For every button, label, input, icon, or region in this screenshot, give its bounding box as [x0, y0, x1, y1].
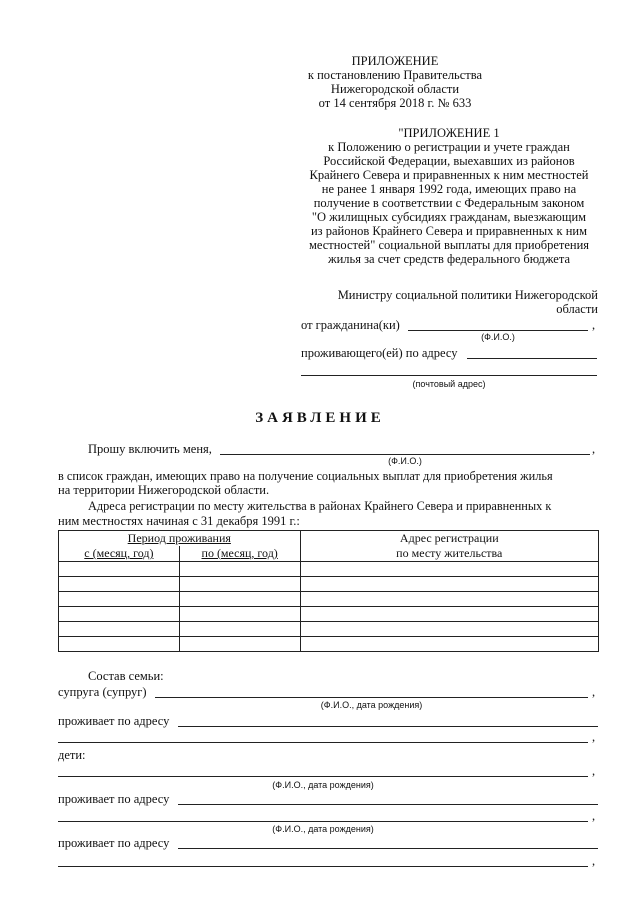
- from-fio-caption: (Ф.И.О.): [481, 332, 515, 342]
- residing-address-field[interactable]: [467, 358, 597, 359]
- address-cell[interactable]: [300, 562, 598, 577]
- table-row: [59, 577, 599, 592]
- child2-field[interactable]: [58, 821, 588, 822]
- applicant-name-field[interactable]: [220, 454, 590, 455]
- spouse-address-field-2[interactable]: [58, 742, 588, 743]
- spouse-field[interactable]: [155, 697, 588, 698]
- address-header-line1: Адрес регистрации: [399, 531, 499, 545]
- family-heading: Состав семьи:: [88, 669, 164, 683]
- child2-address-field-2[interactable]: [58, 866, 588, 867]
- appendix-title: ПРИЛОЖЕНИЕ: [351, 54, 439, 68]
- appendix1-line: жилья за счет средств федерального бюджета: [327, 252, 571, 266]
- residence-periods-table: [58, 530, 599, 652]
- request-line3: на территории Нижегородской области.: [58, 483, 270, 497]
- request-line2: в список граждан, имеющих право на получение социальных выплат для приобретения жилья: [58, 469, 553, 483]
- addresses-line1: Адреса регистрации по месту жительства в районах Крайнего Севера и приравненных к: [88, 499, 552, 513]
- addressee-line2: области: [556, 302, 598, 316]
- request-comma: ,: [592, 442, 596, 456]
- spouse-caption: (Ф.И.О., дата рождения): [320, 700, 423, 710]
- appendix-line1: к постановлению Правительства: [307, 68, 483, 82]
- to-cell[interactable]: [179, 607, 300, 622]
- child2-address-field[interactable]: [178, 848, 598, 849]
- appendix1-block: [296, 126, 602, 266]
- table-row: [59, 637, 599, 652]
- from-cell[interactable]: [59, 607, 180, 622]
- postal-caption: (почтовый адрес): [412, 379, 486, 389]
- table-row: [59, 562, 599, 577]
- address-cell[interactable]: [300, 637, 598, 652]
- appendix1-line: не ранее 1 января 1992 года, имеющих право на: [321, 182, 577, 196]
- to-cell[interactable]: [179, 562, 300, 577]
- child1-comma: ,: [592, 764, 596, 778]
- address-cell[interactable]: [300, 607, 598, 622]
- address-cell[interactable]: [300, 577, 598, 592]
- table-row: [59, 592, 599, 607]
- to-cell[interactable]: [179, 637, 300, 652]
- spouse-address-field[interactable]: [178, 726, 598, 727]
- table-row: [59, 622, 599, 637]
- from-cell[interactable]: [59, 637, 180, 652]
- address-cell[interactable]: [300, 622, 598, 637]
- from-cell[interactable]: [59, 577, 180, 592]
- spouse-label: супруга (супруг): [58, 685, 147, 699]
- to-cell[interactable]: [179, 577, 300, 592]
- table-header-row: [59, 531, 599, 547]
- address-cell[interactable]: [300, 592, 598, 607]
- to-cell[interactable]: [179, 592, 300, 607]
- appendix1-title: "ПРИЛОЖЕНИЕ 1: [398, 126, 500, 140]
- appendix1-line: "О жилищных субсидиях гражданам, выезжающим: [311, 210, 587, 224]
- addresses-line2: ним местностях начиная с 31 декабря 1991 г.:: [58, 514, 300, 528]
- spouse-comma: ,: [592, 685, 596, 699]
- address-header-line2: по месту жительства: [396, 546, 503, 560]
- appendix-line3: от 14 сентября 2018 г. № 633: [318, 96, 472, 110]
- from-cell[interactable]: [59, 592, 180, 607]
- appendix-line2: Нижегородской области: [330, 82, 460, 96]
- from-label: от гражданина(ки): [301, 318, 400, 332]
- from-cell[interactable]: [59, 622, 180, 637]
- child1-caption: (Ф.И.О., дата рождения): [272, 780, 374, 790]
- period-header: Период проживания: [59, 531, 301, 547]
- from-name-field[interactable]: [408, 330, 588, 331]
- address-header: [300, 531, 598, 562]
- appendix1-line: из районов Крайнего Севера и приравненных к ним: [310, 224, 588, 238]
- from-comma: ,: [592, 318, 596, 332]
- spouse-lives-label: проживает по адресу: [58, 714, 170, 728]
- document-heading: ЗАЯВЛЕНИЕ: [255, 410, 385, 426]
- spouse-address-comma: ,: [592, 730, 596, 744]
- from-header: с (месяц, год): [59, 546, 180, 562]
- child2-address-comma: ,: [592, 854, 596, 868]
- appendix1-line: получение в соответствии с Федеральным законом: [313, 196, 585, 210]
- appendix-block: [300, 54, 490, 110]
- child2-caption: (Ф.И.О., дата рождения): [272, 824, 374, 834]
- to-cell[interactable]: [179, 622, 300, 637]
- request-fio-caption: (Ф.И.О.): [388, 456, 422, 466]
- child2-lives-label: проживает по адресу: [58, 836, 170, 850]
- postal-address-field[interactable]: [301, 375, 597, 376]
- addressee-line1: Министру социальной политики Нижегородской: [337, 288, 598, 302]
- request-lead: Прошу включить меня,: [88, 442, 212, 456]
- child1-lives-label: проживает по адресу: [58, 792, 170, 806]
- from-cell[interactable]: [59, 562, 180, 577]
- child2-comma: ,: [592, 809, 596, 823]
- child1-field[interactable]: [58, 776, 588, 777]
- appendix1-line: к Положению о регистрации и учете граждан: [328, 140, 570, 154]
- to-header: по (месяц, год): [179, 546, 300, 562]
- residing-label: проживающего(ей) по адресу: [301, 346, 458, 360]
- appendix1-line: Российской Федерации, выехавших из районов: [323, 154, 575, 168]
- table-row: [59, 607, 599, 622]
- children-label: дети:: [58, 748, 86, 762]
- appendix1-line: местностей" социальной выплаты для приобретения: [308, 238, 590, 252]
- appendix1-line: Крайнего Севера и приравненных к ним местностей: [309, 168, 589, 182]
- child1-address-field[interactable]: [178, 804, 598, 805]
